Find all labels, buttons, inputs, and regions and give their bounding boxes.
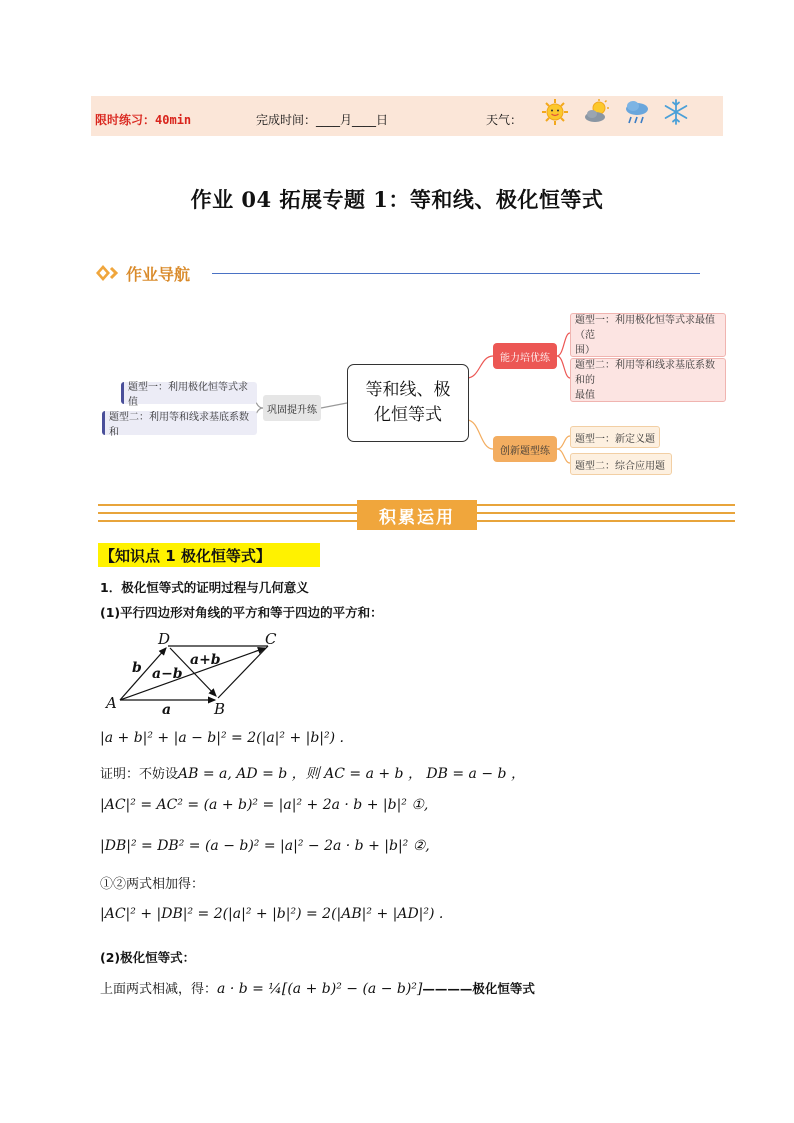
section-heading: 1．极化恒等式的证明过程与几何意义	[100, 580, 309, 595]
innovation-node: 创新题型练	[493, 436, 557, 462]
proof-line: 证明：不妨设AB = a, AD = b ，则 AC = a + b ， DB = a − b ，	[100, 766, 525, 782]
mindmap-center: 等和线、极 化恒等式	[347, 364, 469, 442]
knowledge-heading: 【知识点 1 极化恒等式】	[98, 543, 320, 567]
label-B: B	[214, 700, 226, 716]
time-limit: 限时练习：40min	[95, 113, 192, 127]
mindmap-connectors	[0, 0, 794, 520]
left-item-2: 题型二：利用等和线求基底系数和	[102, 411, 257, 435]
sum-label: ①②两式相加得：	[100, 877, 205, 892]
nav-title: 作业导航	[126, 265, 191, 284]
consolidate-node: 巩固提升练	[263, 395, 321, 421]
innovation-item-1: 题型一：新定义题	[570, 426, 660, 448]
ability-item-1: 题型一：利用极化恒等式求最值（范 围）	[570, 313, 726, 357]
ability-item-2: 题型二：利用等和线求基底系数和的 最值	[570, 358, 726, 402]
label-D: D	[158, 630, 171, 648]
innovation-item-2: 题型二：综合应用题	[570, 453, 672, 475]
parallelogram-figure	[100, 628, 290, 716]
completion-time: 完成时间：____月____日	[256, 113, 389, 127]
label-a: a	[162, 702, 172, 716]
label-A: A	[106, 694, 117, 712]
label-a-minus-b: a−b	[152, 666, 183, 682]
polarization-line: 上面两式相减，得：a · b = ¼[(a + b)² − (a − b)²]————极化恒等式	[100, 981, 535, 997]
page-title: 作业 04 拓展专题 1：等和线、极化恒等式	[190, 187, 604, 212]
identity-formula: |a + b|² + |a − b|² = 2(|a|² + |b|²) .	[100, 730, 344, 746]
section-banner: 积累运用	[357, 500, 477, 530]
weather-label: 天气：	[486, 113, 523, 127]
section-heading-2: (2)极化恒等式：	[100, 950, 196, 965]
label-a-plus-b: a+b	[190, 652, 221, 668]
equation-3: |AC|² + |DB|² = 2(|a|² + |b|²) = 2(|AB|² + |AD|²) .	[100, 906, 444, 922]
ability-node: 能力培优练	[493, 343, 557, 369]
section-subheading: (1)平行四边形对角线的平方和等于四边的平方和：	[100, 605, 383, 620]
left-item-1: 题型一：利用极化恒等式求值	[121, 382, 257, 404]
equation-2: |DB|² = DB² = (a − b)² = |a|² − 2a · b + |b|² ②,	[100, 838, 430, 854]
label-b: b	[132, 660, 142, 676]
label-C: C	[265, 630, 277, 648]
equation-1: |AC|² = AC² = (a + b)² = |a|² + 2a · b + |b|² ①,	[100, 797, 429, 813]
